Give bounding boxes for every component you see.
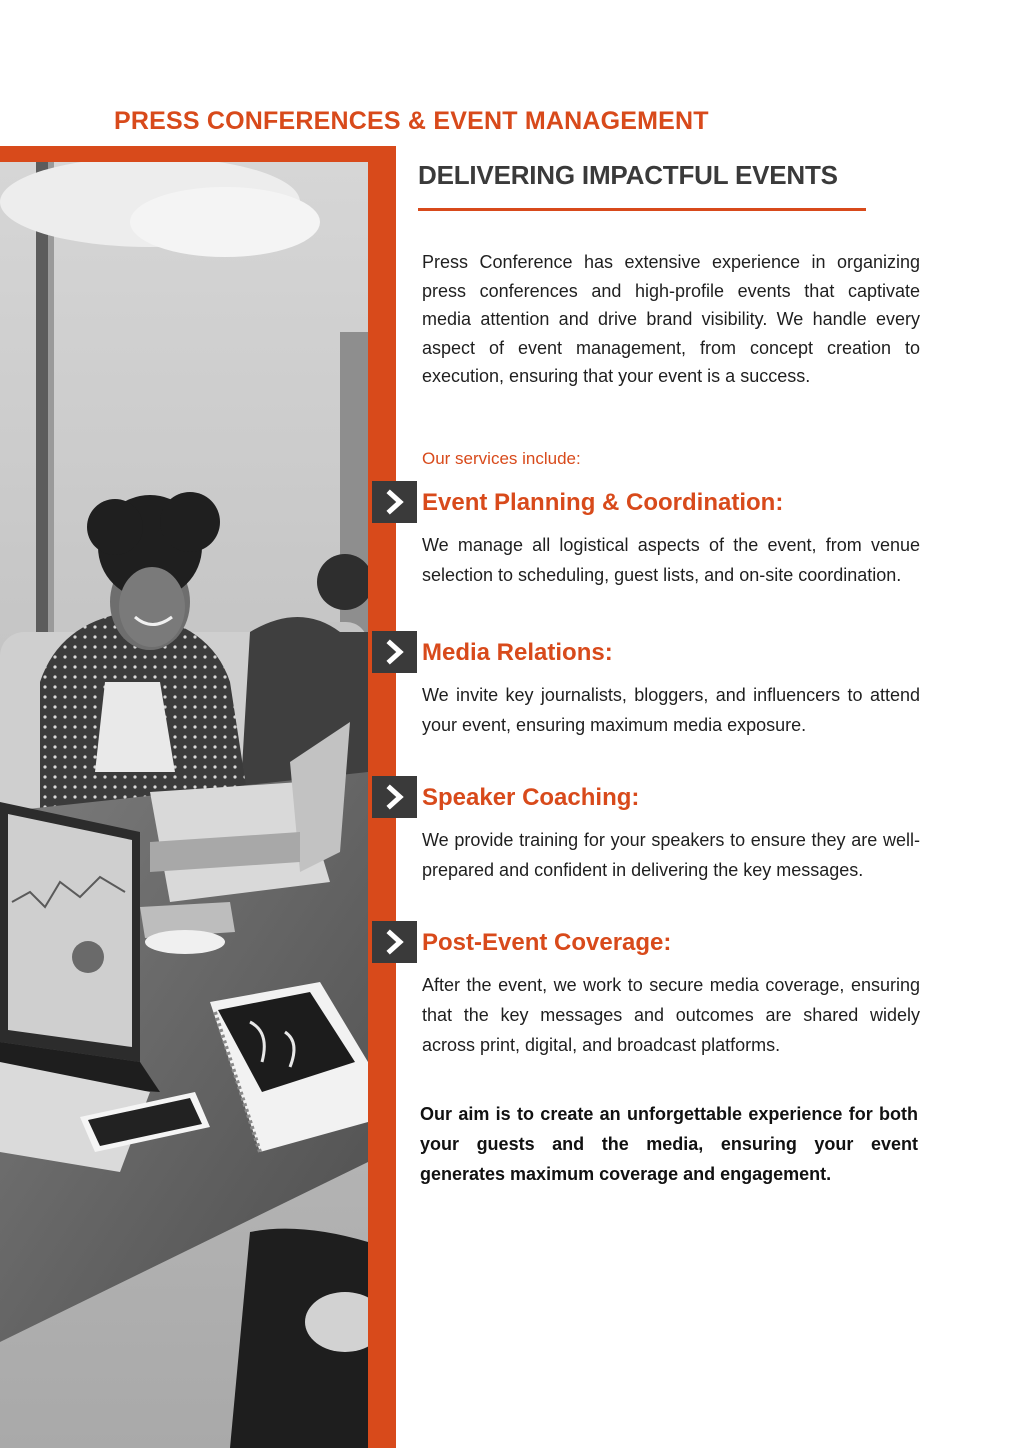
section-title: DELIVERING IMPACTFUL EVENTS xyxy=(418,160,838,190)
meeting-photo xyxy=(0,162,368,1448)
service-title: Event Planning & Coordination: xyxy=(422,489,784,516)
page-title: PRESS CONFERENCES & EVENT MANAGEMENT xyxy=(114,107,709,135)
photo-frame xyxy=(0,146,396,1448)
service-description: After the event, we work to secure media coverage, ensuring that the key messages and outcomes are shared widely across print, digital, and broadcast platforms. xyxy=(422,975,920,1055)
service-description: We invite key journalists, bloggers, and influencers to attend your event, ensuring maximum media exposure. xyxy=(422,685,920,735)
content-column xyxy=(418,0,922,1448)
service-title: Speaker Coaching: xyxy=(422,784,640,811)
chevron-right-icon xyxy=(372,631,417,673)
chevron-right-icon xyxy=(372,776,417,818)
service-description: We manage all logistical aspects of the event, from venue selection to scheduling, guest lists, and on-site coordination. xyxy=(422,535,920,585)
service-title: Media Relations: xyxy=(422,639,613,666)
service-title: Post-Event Coverage: xyxy=(422,929,672,956)
title-divider xyxy=(418,208,866,211)
chevron-right-icon xyxy=(372,921,417,963)
intro-paragraph: Press Conference has extensive experience in organizing press conferences and high-profile events that captivate media attention and drive brand visibility. We handle every aspect of event management, from concept creation to execution, ensuring that your event is a success. xyxy=(422,252,920,386)
closing-statement: Our aim is to create an unforgettable experience for both your guests and the media, ensuring your event generates maximum coverage and engagement. xyxy=(420,1104,918,1184)
services-label: Our services include: xyxy=(422,449,581,468)
chevron-right-icon xyxy=(372,481,417,523)
service-description: We provide training for your speakers to ensure they are well-prepared and confident in delivering the key messages. xyxy=(422,830,920,880)
